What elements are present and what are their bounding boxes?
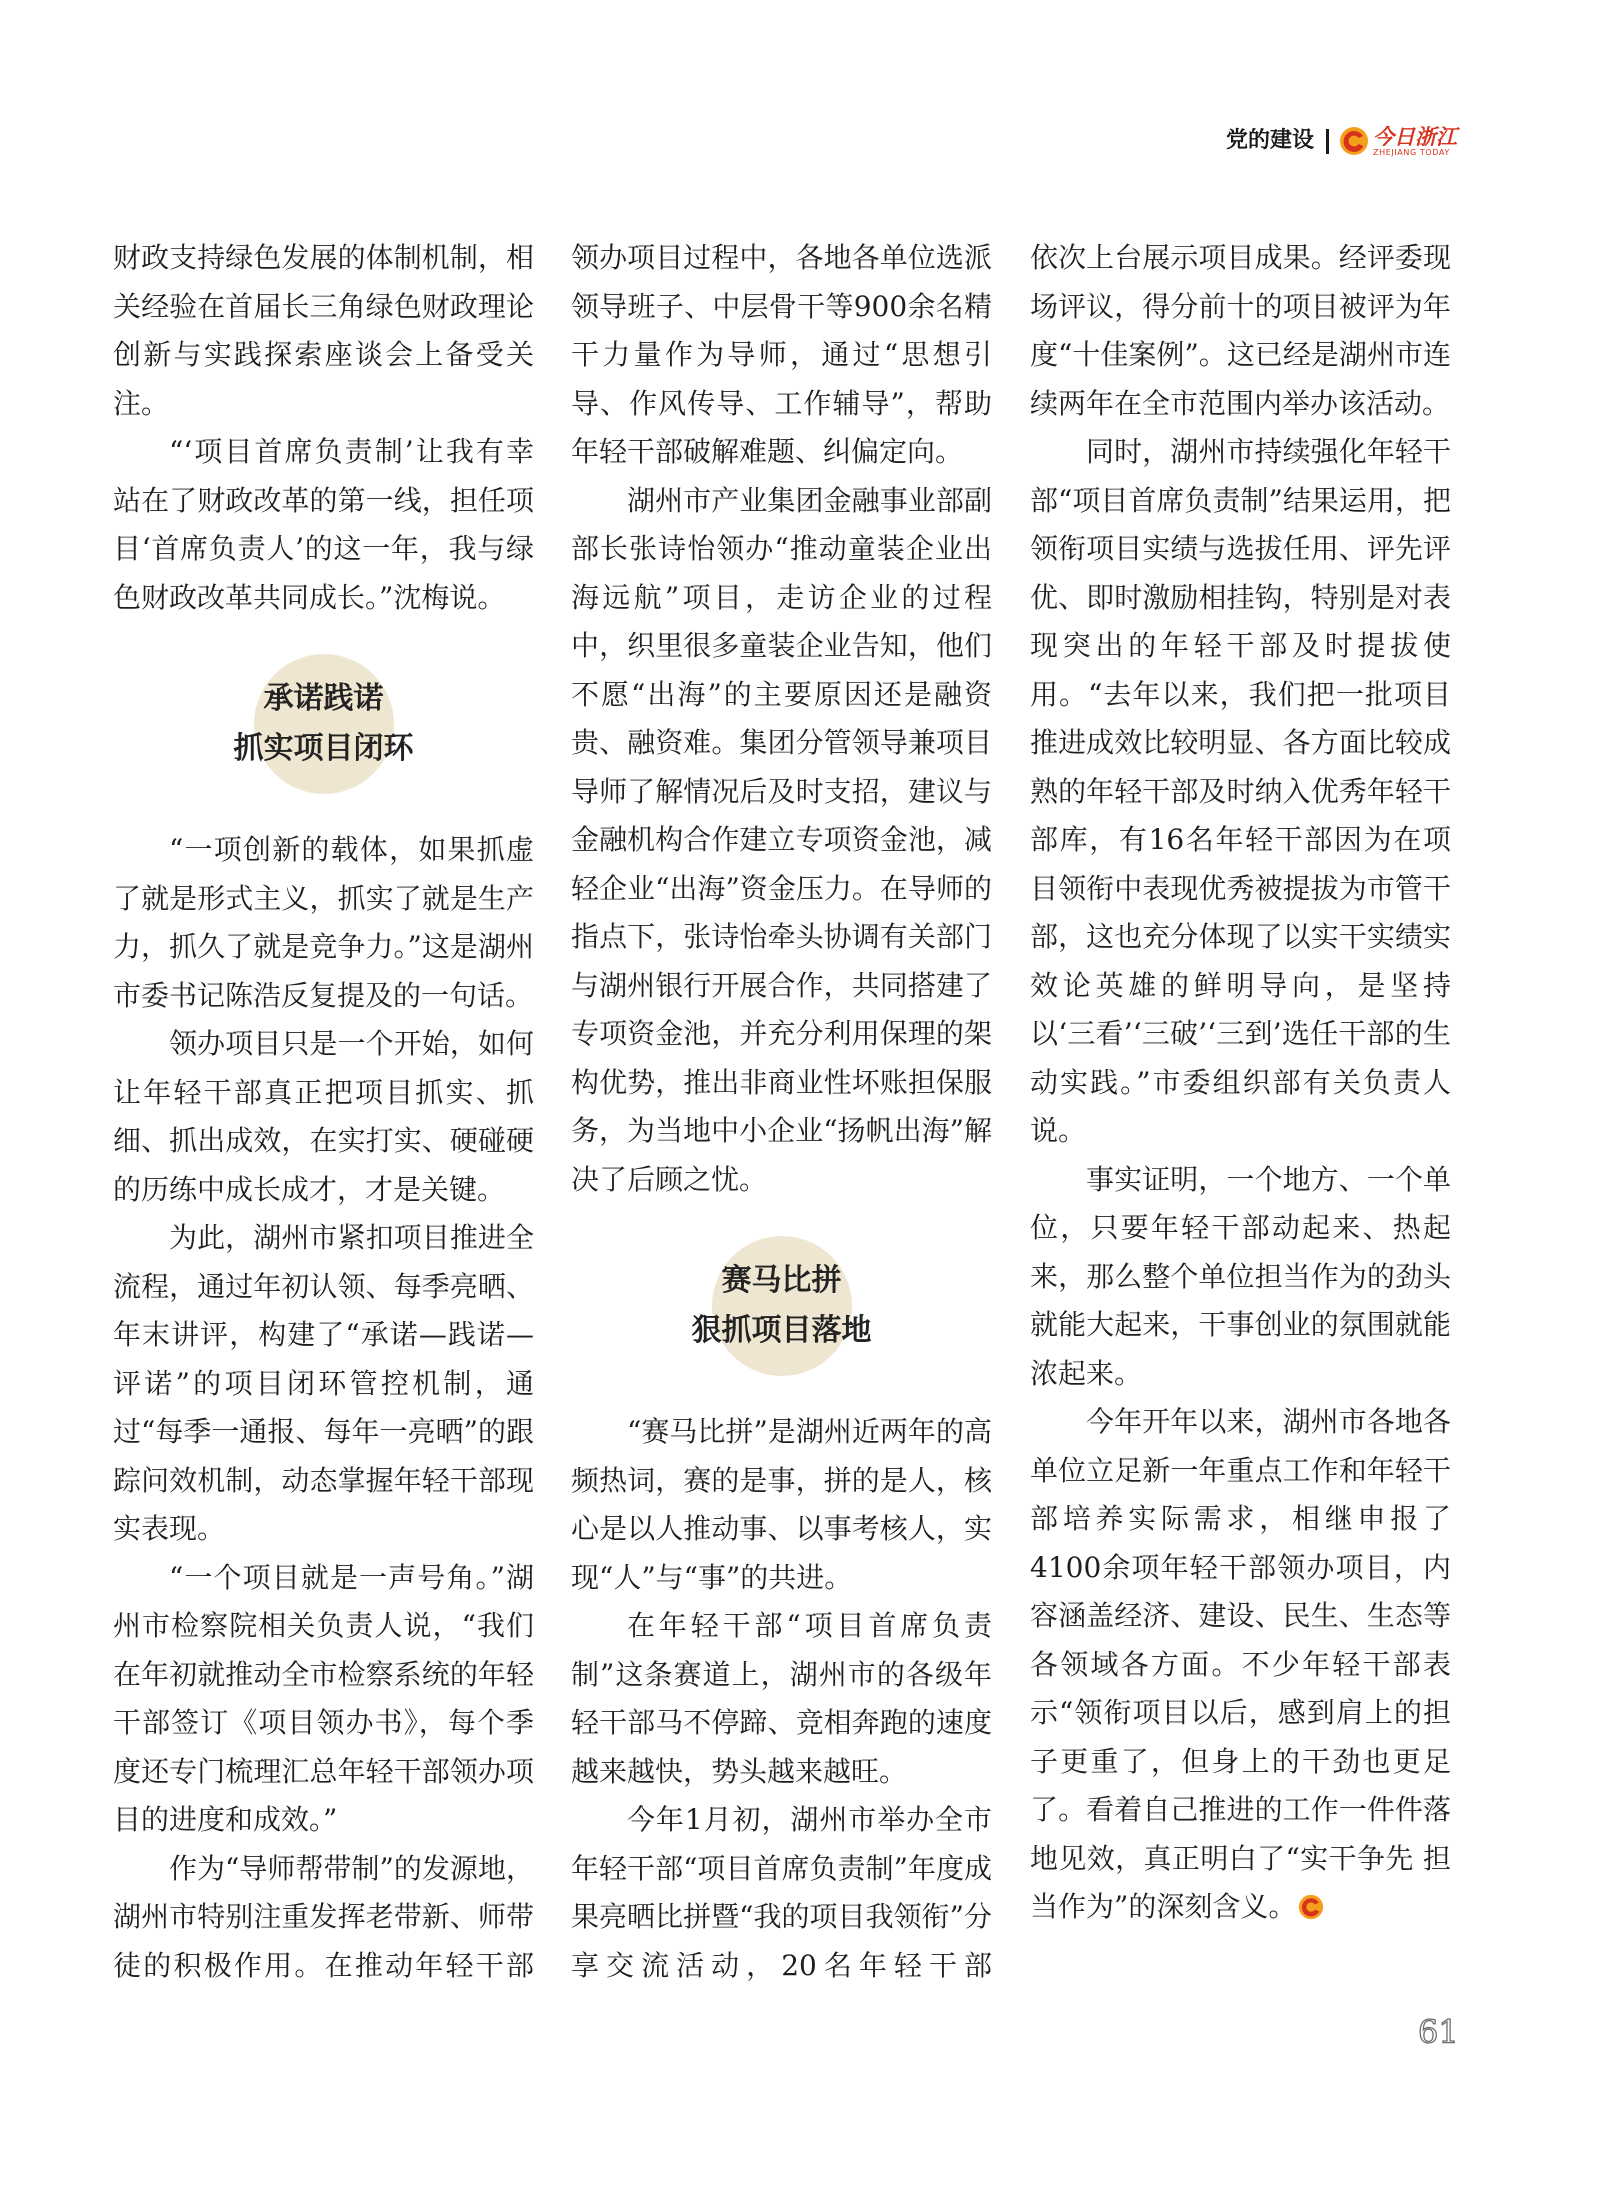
zhejiang-today-logo bbox=[1373, 125, 1457, 157]
section-heading-line-2: 狠抓项目落地 bbox=[691, 1313, 872, 1348]
article-paragraph: 领办项目过程中，各地各单位选派领导班子、中层骨干等900余名精干力量作为导师，通过“思想引导、作风传导、工作辅导”，帮助年轻干部破解难题、纠偏定向。 bbox=[571, 241, 992, 468]
running-header bbox=[1226, 121, 1457, 161]
article-paragraph: “赛马比拼”是湖州近两年的高频热词，赛的是事，拼的是人，核心是以人推动事、以事考核人，实现“人”与“事”的共进。 bbox=[571, 1415, 992, 1594]
page-number: 61 bbox=[1418, 2013, 1459, 2051]
section-heading bbox=[571, 1204, 992, 1408]
article-paragraph: 在年轻干部“项目首席负责制”这条赛道上，湖州市的各级年轻干部马不停蹄、竞相奔跑的速度越来越快，势头越来越旺。 bbox=[571, 1609, 992, 1788]
logo-chinese-name: 今日浙江 bbox=[1373, 124, 1458, 149]
section-heading-line-2: 抓实项目闭环 bbox=[233, 731, 414, 766]
article-paragraph: 依次上台展示项目成果。经评委现场评议，得分前十的项目被评为年度“十佳案例”。这已经是湖州市连续两年在全市范围内举办该活动。 bbox=[1030, 241, 1451, 420]
section-title: 党的建设 bbox=[1226, 128, 1315, 153]
article-paragraph: 为此，湖州市紧扣项目推进全流程，通过年初认领、每季亮晒、年末讲评，构建了“承诺—践诺—评诺”的项目闭环管控机制，通过“每季一通报、每年一亮晒”的跟踪问效机制，动态掌握年轻干部现实表现。 bbox=[113, 1221, 534, 1545]
article-column-3 bbox=[1030, 234, 1451, 2004]
article-paragraph: “一项创新的载体，如果抓虚了就是形式主义，抓实了就是生产力，抓久了就是竞争力。”这是湖州市委书记陈浩反复提及的一句话。 bbox=[113, 833, 534, 1012]
article-paragraph: 事实证明，一个地方、一个单位，只要年轻干部动起来、热起来，那么整个单位担当作为的劲头就能大起来，干事创业的氛围就能浓起来。 bbox=[1030, 1162, 1451, 1390]
zhejiang-today-swirl-icon bbox=[1339, 126, 1369, 156]
section-heading bbox=[113, 622, 534, 826]
paragraph-text: 今年开年以来，湖州市各地各单位立足新一年重点工作和年轻干部培养实际需求，相继申报了4100余项年轻干部领办项目，内容涵盖经济、建设、民生、生态等各领域各方面。不少年轻干部表示“领衔项目以后，感到肩上的担子更重了，但身上的干劲也更足了。看着自己推进的工作一件件落地见效，真正明白了“实干争先 担当作为”的深刻含义。 bbox=[1030, 1405, 1451, 1923]
end-mark-swirl-icon bbox=[1298, 1894, 1324, 1920]
article-paragraph: “一个项目就是一声号角。”湖州市检察院相关负责人说，“我们在年初就推动全市检察系统的年轻干部签订《项目领办书》，每个季度还专门梳理汇总年轻干部领办项目的进度和成效。” bbox=[113, 1560, 534, 1836]
logo-english-name: ZHEJIANG TODAY bbox=[1373, 148, 1450, 157]
article-paragraph: “‘项目首席负责制’让我有幸站在了财政改革的第一线，担任项目‘首席负责人’的这一年，我与绿色财政改革共同成长。”沈梅说。 bbox=[113, 435, 534, 614]
article-paragraph: 领办项目只是一个开始，如何让年轻干部真正把项目抓实、抓细、抓出成效，在实打实、硬碰硬的历练中成长成才，才是关键。 bbox=[113, 1027, 534, 1206]
article-column-1 bbox=[113, 234, 534, 2004]
article-column-2 bbox=[571, 234, 992, 2004]
article-paragraph: 湖州市产业集团金融事业部副部长张诗怡领办“推动童装企业出海远航”项目，走访企业的过程中，织里很多童装企业告知，他们不愿“出海”的主要原因还是融资贵、融资难。集团分管领导兼项目导师了解情况后及时支招，建议与金融机构合作建立专项资金池，减轻企业“出海”资金压力。在导师的指点下，张诗怡牵头协调有关部门与湖州银行开展合作，共同搭建了专项资金池，并充分利用保理的架构优势，推出非商业性坏账担保服务，为当地中小企业“扬帆出海”解决了后顾之忧。 bbox=[571, 483, 992, 1196]
header-divider bbox=[1326, 129, 1329, 154]
article-paragraph: 财政支持绿色发展的体制机制，相关经验在首届长三角绿色财政理论创新与实践探索座谈会上备受关注。 bbox=[113, 241, 534, 420]
section-heading-line-1: 赛马比拼 bbox=[721, 1263, 842, 1298]
article-paragraph-final bbox=[1030, 1398, 1451, 1932]
article-paragraph: 同时，湖州市持续强化年轻干部“项目首席负责制”结果运用，把领衔项目实绩与选拔任用、评先评优、即时激励相挂钩，特别是对表现突出的年轻干部及时提拔使用。“去年以来，我们把一批项目推进成效比较明显、各方面比较成熟的年轻干部及时纳入优秀年轻干部库，有16名年轻干部因为在项目领衔中表现优秀被提拔为市管干部，这也充分体现了以实干实绩实效论英雄的鲜明导向，是坚持以‘三看’‘三破’‘三到’选任干部的生动实践。”市委组织部有关负责人说。 bbox=[1030, 435, 1451, 1147]
article-paragraph: 今年1月初，湖州市举办全市年轻干部“项目首席负责制”年度成果亮晒比拼暨“我的项目我领衔”分享交流活动，20名年轻干部 bbox=[571, 1803, 992, 1982]
section-heading-line-1: 承诺践诺 bbox=[263, 681, 384, 716]
article-paragraph: 作为“导师帮带制”的发源地，湖州市特别注重发挥老带新、师带徒的积极作用。在推动年轻干部 bbox=[113, 1851, 534, 1982]
